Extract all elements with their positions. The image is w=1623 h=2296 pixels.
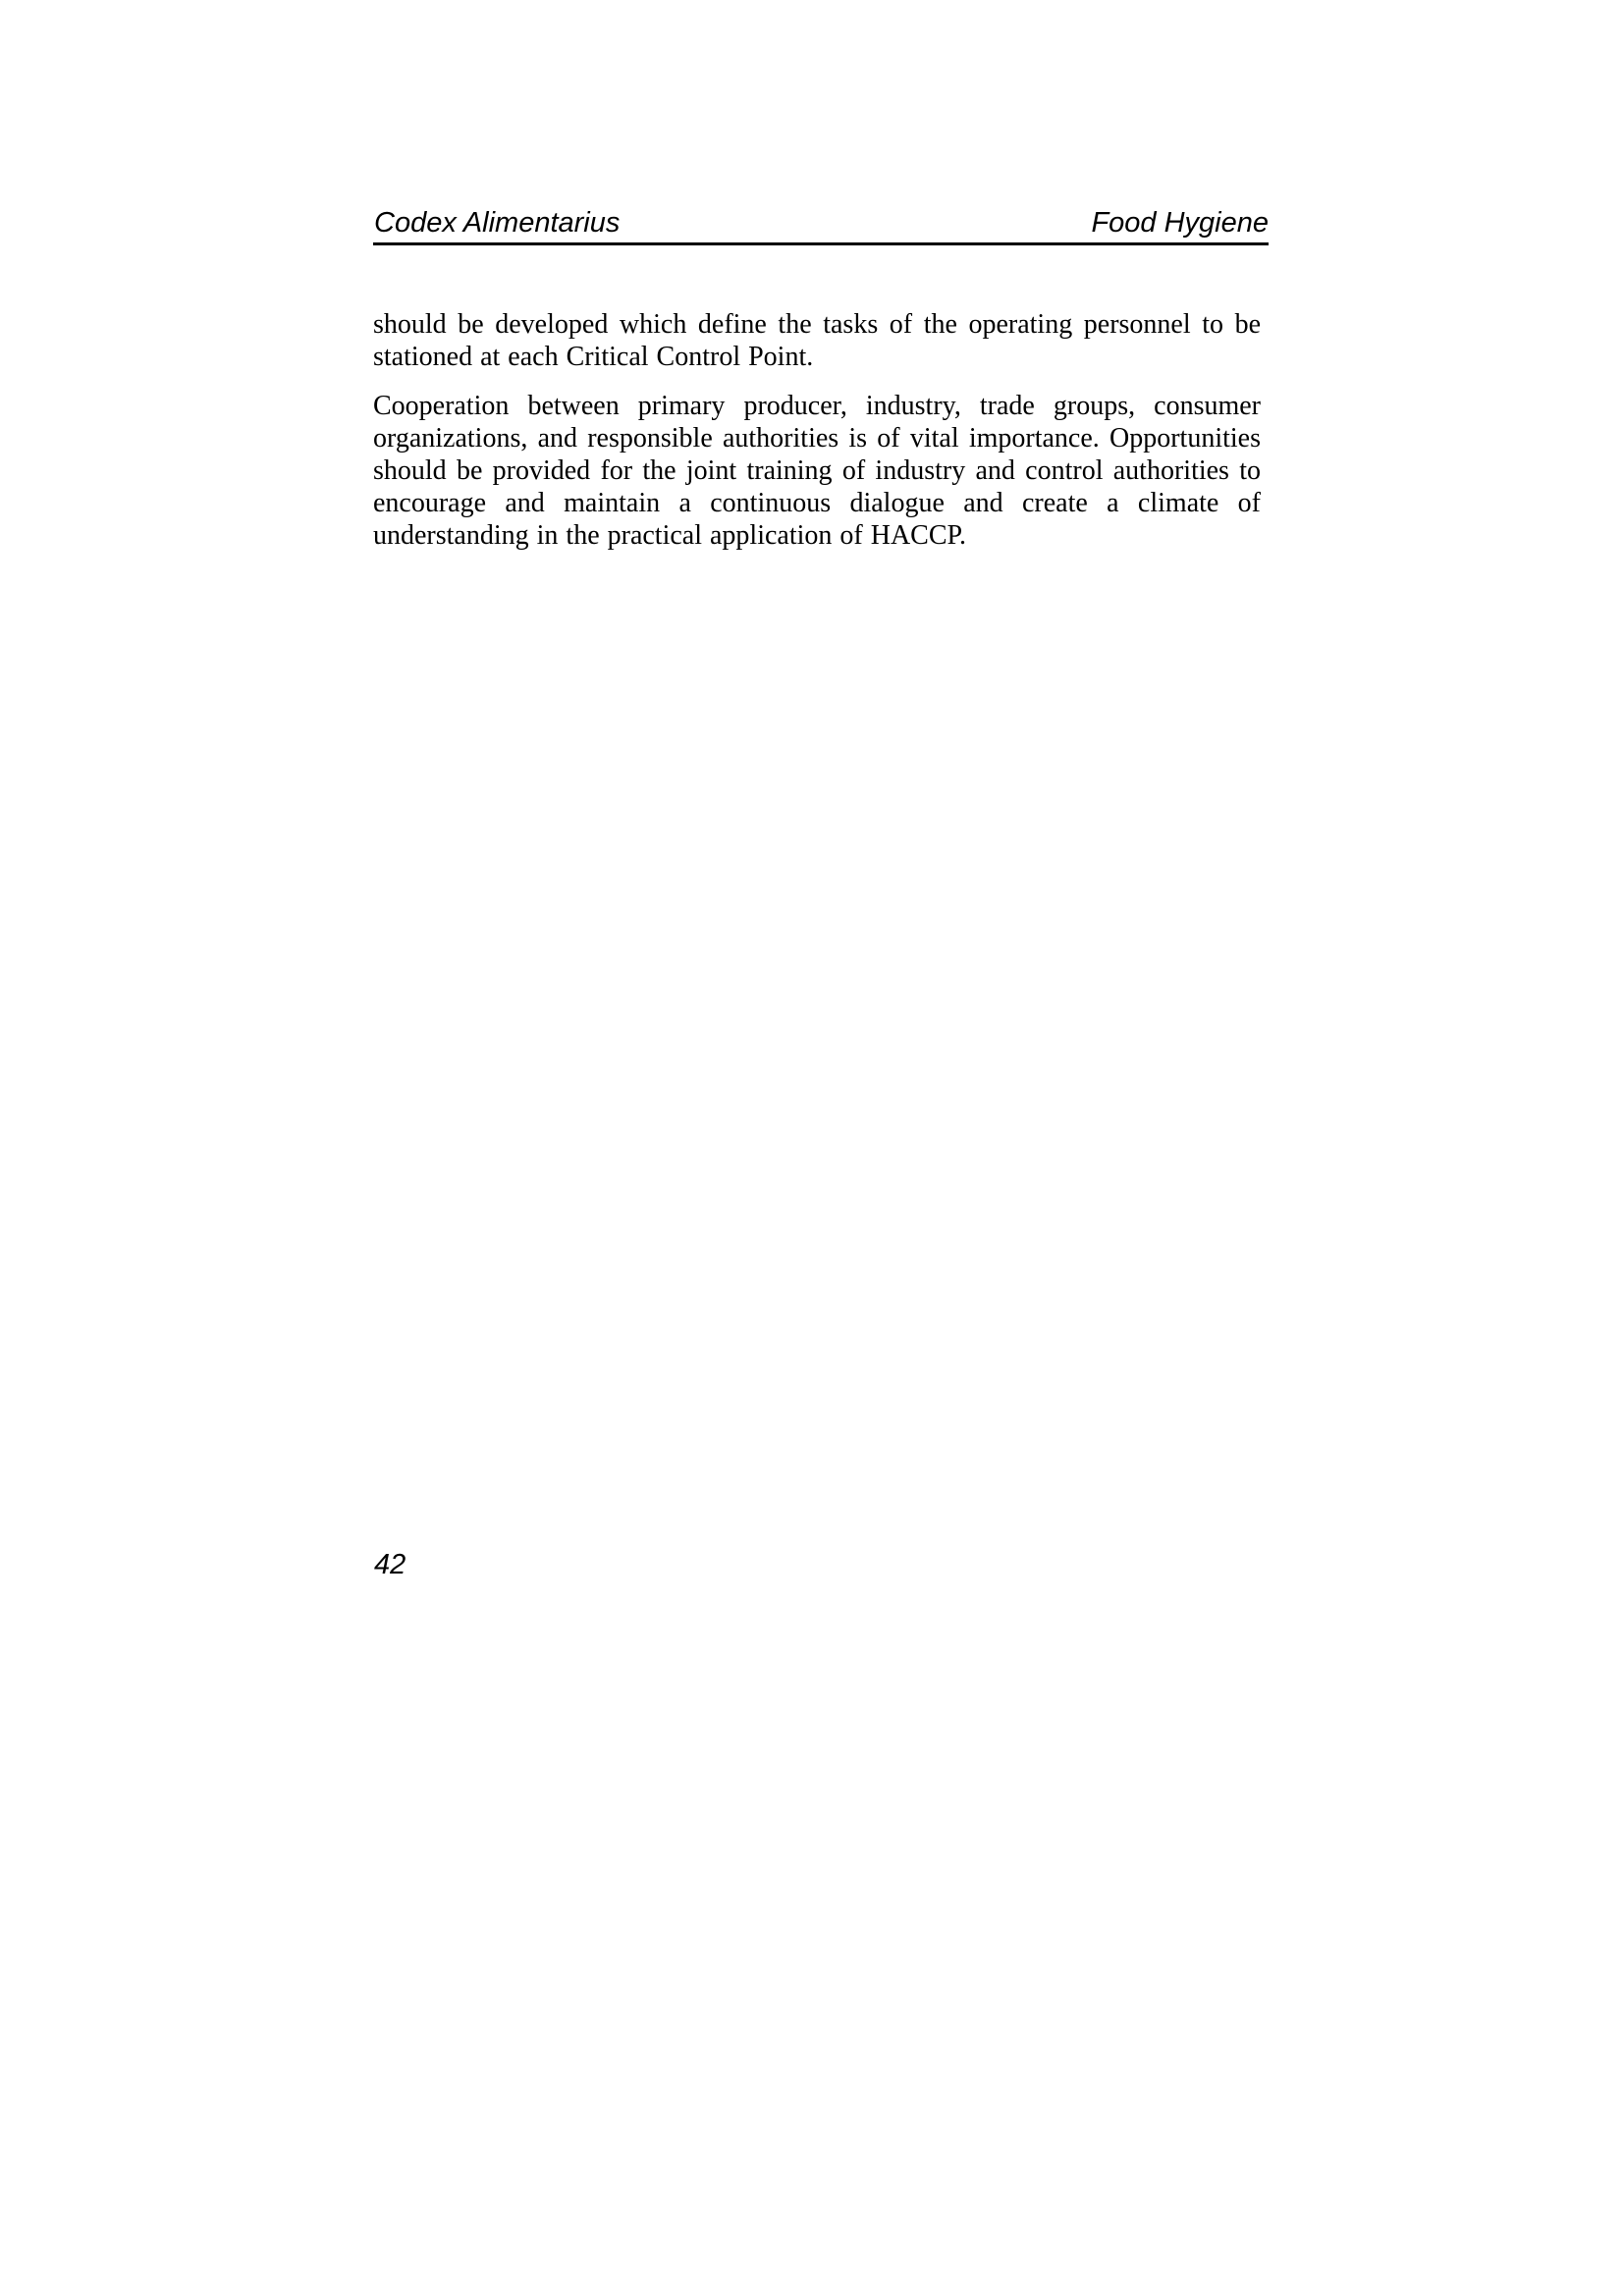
paragraph: should be developed which define the tasks of the operating personnel to be stationed at each Critical Control Point. [373, 309, 1261, 372]
paragraph: Cooperation between primary producer, industry, trade groups, consumer organizations, and responsible authorities is of vital importance. Opportunities should be provided for the joint training of industry and control authorities to encourage and maintain a continuous dialogue and create a climate of understanding in the practical application of HACCP. [373, 391, 1261, 551]
header-section-title: Food Hygiene [1091, 207, 1269, 239]
header-publication-title: Codex Alimentarius [374, 207, 621, 239]
body-text [373, 308, 1261, 568]
page-number: 42 [374, 1549, 406, 1580]
running-header [373, 203, 1269, 245]
